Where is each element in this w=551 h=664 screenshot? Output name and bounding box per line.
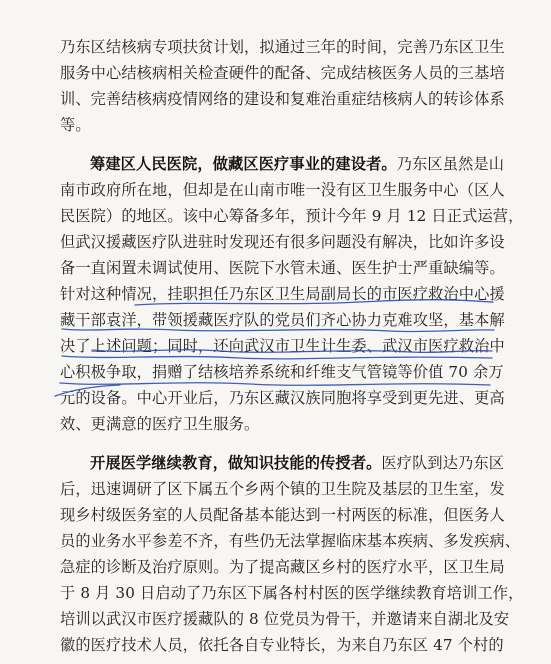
text-line: 效、更满意的医疗卫生服务。 <box>60 415 260 433</box>
text-line: 民医院）的地区。该中心筹备多年，预计今年 9 月 12 日正式运营， <box>60 207 524 225</box>
text-line: 决了上述问题；同时，还向武汉市卫生计生委、武汉市医疗救治中 <box>60 337 505 355</box>
text-fragment: 乃东区虽然是山 <box>396 155 505 173</box>
text-line: 服务中心结核病相关检查硬件的配备、完成结核医务人员的三基培 <box>60 64 505 82</box>
text-line: 急症的诊断及治疗原则。为了提高藏区乡村的医疗水平，区卫生局 <box>60 558 505 576</box>
text-line: 培训以武汉市医疗援藏队的 8 位党员为骨干，并邀请来自湖北及安 <box>60 610 510 628</box>
text-line: 后，迅速调研了区下属五个乡两个镇的卫生院及基层的卫生室，发 <box>60 480 505 498</box>
text-line: 现乡村级医务室的人员配备基本能达到一村两医的标准，但医务人 <box>60 506 505 524</box>
paragraph-heading: 开展医学继续教育，做知识技能的传授者。 <box>90 454 382 472</box>
text-line: 员的业务水平参差不齐，有些仍无法掌握临床基本疾病、多发疾病、 <box>60 532 521 550</box>
paragraph-heading-line <box>90 450 505 476</box>
text-line: 于 8 月 30 日启动了乃东区下属各村村医的医学继续教育培训工作， <box>60 584 524 602</box>
text-line: 等。 <box>60 116 91 134</box>
text-line: 乃东区结核病专项扶贫计划，拟通过三年的时间，完善乃东区卫生 <box>60 38 505 56</box>
text-line: 心积极争取，捐赠了结核培养系统和纤维支气管镜等价值 70 余万 <box>60 363 504 381</box>
text-line: 备一直闲置未调试使用、医院下水管未通、医生护士严重缺编等。 <box>60 259 505 277</box>
text-line: 徽的医疗技术人员，依托各自专业特长，为来自乃东区 47 个村的 <box>60 636 504 654</box>
text-line: 但武汉援藏医疗队进驻时发现还有很多问题没有解决，比如许多设 <box>60 233 505 251</box>
text-line: 南市政府所在地，但却是在山南市唯一没有区卫生服务中心（区人 <box>60 181 505 199</box>
paragraph-heading-line <box>90 151 505 177</box>
text-fragment: 医疗队到达乃东区 <box>381 454 505 472</box>
paragraph-heading: 筹建区人民医院，做藏区医疗事业的建设者。 <box>90 155 397 173</box>
text-line: 针对这种情况，挂职担任乃东区卫生局副局长的市医疗救治中心援 <box>60 285 505 303</box>
text-line: 训、完善结核病疫情网络的建设和复难治重症结核病人的转诊体系 <box>60 90 505 108</box>
text-line: 藏干部袁洋，带领援藏医疗队的党员们齐心协力克难攻坚，基本解 <box>60 311 505 329</box>
text-line: 元的设备。中心开业后，乃东区藏汉族同胞将享受到更先进、更高 <box>60 389 505 407</box>
